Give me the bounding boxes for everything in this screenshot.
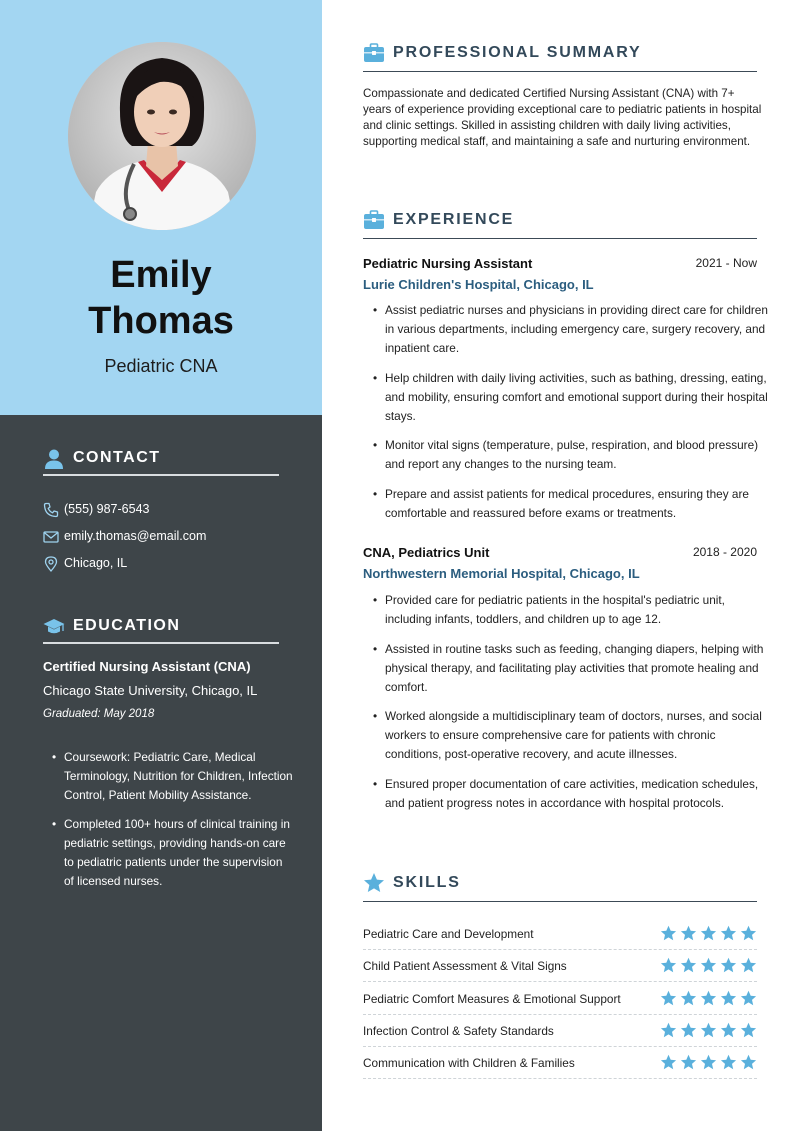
envelope-icon (43, 529, 59, 545)
star-icon (660, 1054, 677, 1071)
summary-heading (363, 40, 757, 72)
job-dates: 2021 - Now (695, 256, 757, 270)
job-bullet: • Assist pediatric nurses and physicians in providing direct care for children in various departments, including emergency care, surgery recovery, and inpatient care. (372, 301, 770, 358)
skill-rating (657, 990, 757, 1007)
skill-rating (657, 957, 757, 974)
skill-row (363, 950, 757, 982)
skills-heading (363, 870, 757, 902)
job-role: Pediatric CNA (104, 356, 218, 376)
skill-rating (657, 1022, 757, 1039)
job-bullet: • Help children with daily living activities, such as bathing, dressing, eating, and mobility, ensuring comfort and emotional support during their hospital stays. (372, 369, 770, 426)
job-bullets (372, 591, 770, 823)
summary-text: Compassionate and dedicated Certified Nursing Assistant (CNA) with 7+ years of experience providing exceptional care to pediatric patients in hospital and clinic settings. Skilled in assisting children with daily living activities, supporting medical staff, and maintaining a safe and nurturing environment. (363, 87, 762, 148)
star-icon (740, 925, 757, 942)
contact-heading-label: CONTACT (73, 449, 161, 466)
job-bullet: • Assisted in routine tasks such as feeding, changing diapers, helping with physical therapy, and facilitating play activities that promote healing and comfort. (372, 640, 770, 697)
education-graduation-date: Graduated: May 2018 (43, 708, 155, 720)
star-icon (660, 925, 677, 942)
skill-name: Pediatric Care and Development (363, 927, 534, 941)
star-icon (680, 1054, 697, 1071)
graduation-cap-icon (43, 616, 65, 638)
star-icon (720, 990, 737, 1007)
job-bullet: • Ensured proper documentation of care activities, medication schedules, and patient progress notes in accordance with hospital protocols. (372, 775, 770, 813)
star-icon (720, 925, 737, 942)
skill-row (363, 918, 757, 950)
experience-heading-label: EXPERIENCE (393, 211, 515, 228)
skills-heading-label: SKILLS (393, 874, 461, 891)
job-title: CNA, Pediatrics Unit (363, 545, 490, 560)
briefcase-icon (363, 42, 385, 64)
star-icon (660, 957, 677, 974)
star-icon (700, 1022, 717, 1039)
skill-rating (657, 1054, 757, 1071)
summary-heading-label: PROFESSIONAL SUMMARY (393, 44, 642, 61)
star-icon (740, 990, 757, 1007)
education-degree: Certified Nursing Assistant (CNA) (43, 659, 251, 674)
map-pin-icon (43, 556, 59, 572)
job-bullet: • Worked alongside a multidisciplinary team of doctors, nurses, and social workers to ensure comprehensive care for patients with chronic conditions, post-operative recovery, and acute illnesses. (372, 707, 770, 764)
star-icon (720, 957, 737, 974)
star-icon (720, 1022, 737, 1039)
job-bullet: • Provided care for pediatric patients in the hospital's pediatric unit, including infants, toddlers, and children up to age 12. (372, 591, 770, 629)
job-company: Lurie Children's Hospital, Chicago, IL (363, 277, 594, 292)
experience-heading (363, 207, 757, 239)
person-icon (43, 448, 65, 470)
star-icon (740, 1022, 757, 1039)
phone-text: (555) 987-6543 (64, 502, 150, 516)
education-heading (43, 614, 279, 644)
skill-row (363, 1047, 757, 1079)
star-icon (740, 1054, 757, 1071)
profile-panel (0, 0, 322, 415)
star-icon (660, 1022, 677, 1039)
person-name (0, 252, 322, 344)
job-title: Pediatric Nursing Assistant (363, 256, 533, 271)
skill-name: Communication with Children & Families (363, 1056, 575, 1071)
location-text: Chicago, IL (64, 556, 128, 570)
star-icon (363, 872, 385, 894)
profile-portrait-image (68, 42, 256, 230)
profile-photo (68, 42, 256, 230)
sidebar (0, 0, 322, 1131)
star-icon (680, 925, 697, 942)
education-bullet: • Coursework: Pediatric Care, Medical Terminology, Nutrition for Children, Infection Control, Patient Mobility Assistance. (50, 748, 295, 805)
phone-icon (43, 502, 59, 518)
skill-name: Infection Control & Safety Standards (363, 1023, 554, 1038)
star-icon (700, 925, 717, 942)
star-icon (680, 990, 697, 1007)
job-company: Northwestern Memorial Hospital, Chicago, IL (363, 566, 640, 581)
star-icon (720, 1054, 737, 1071)
job-bullet: • Monitor vital signs (temperature, pulse, respiration, and blood pressure) and report any changes to the nursing team. (372, 436, 770, 474)
skill-name: Pediatric Comfort Measures & Emotional Support (363, 991, 621, 1006)
job-dates: 2018 - 2020 (692, 545, 757, 559)
job-bullets (372, 301, 770, 533)
star-icon (660, 990, 677, 1007)
education-bullet: • Completed 100+ hours of clinical training in pediatric settings, providing hands-on care to pediatric patients under the supervision of licensed nurses. (50, 815, 295, 891)
skill-row (363, 1015, 757, 1047)
star-icon (700, 1054, 717, 1071)
star-icon (680, 1022, 697, 1039)
education-bullets (50, 748, 295, 901)
last-name: Thomas (88, 300, 234, 342)
star-icon (740, 957, 757, 974)
star-icon (700, 990, 717, 1007)
briefcase-icon (363, 209, 385, 231)
skill-name: Child Patient Assessment & Vital Signs (363, 959, 567, 974)
star-icon (700, 957, 717, 974)
skill-rating (657, 925, 757, 942)
education-heading-label: EDUCATION (73, 617, 181, 634)
first-name: Emily (110, 254, 212, 296)
contact-heading (43, 446, 279, 476)
job-bullet: • Prepare and assist patients for medical procedures, ensuring they are comfortable and reassured before exams or treatments. (372, 485, 770, 523)
skill-row (363, 983, 757, 1015)
email-text: emily.thomas@email.com (64, 529, 207, 543)
star-icon (680, 957, 697, 974)
education-school: Chicago State University, Chicago, IL (43, 683, 258, 698)
